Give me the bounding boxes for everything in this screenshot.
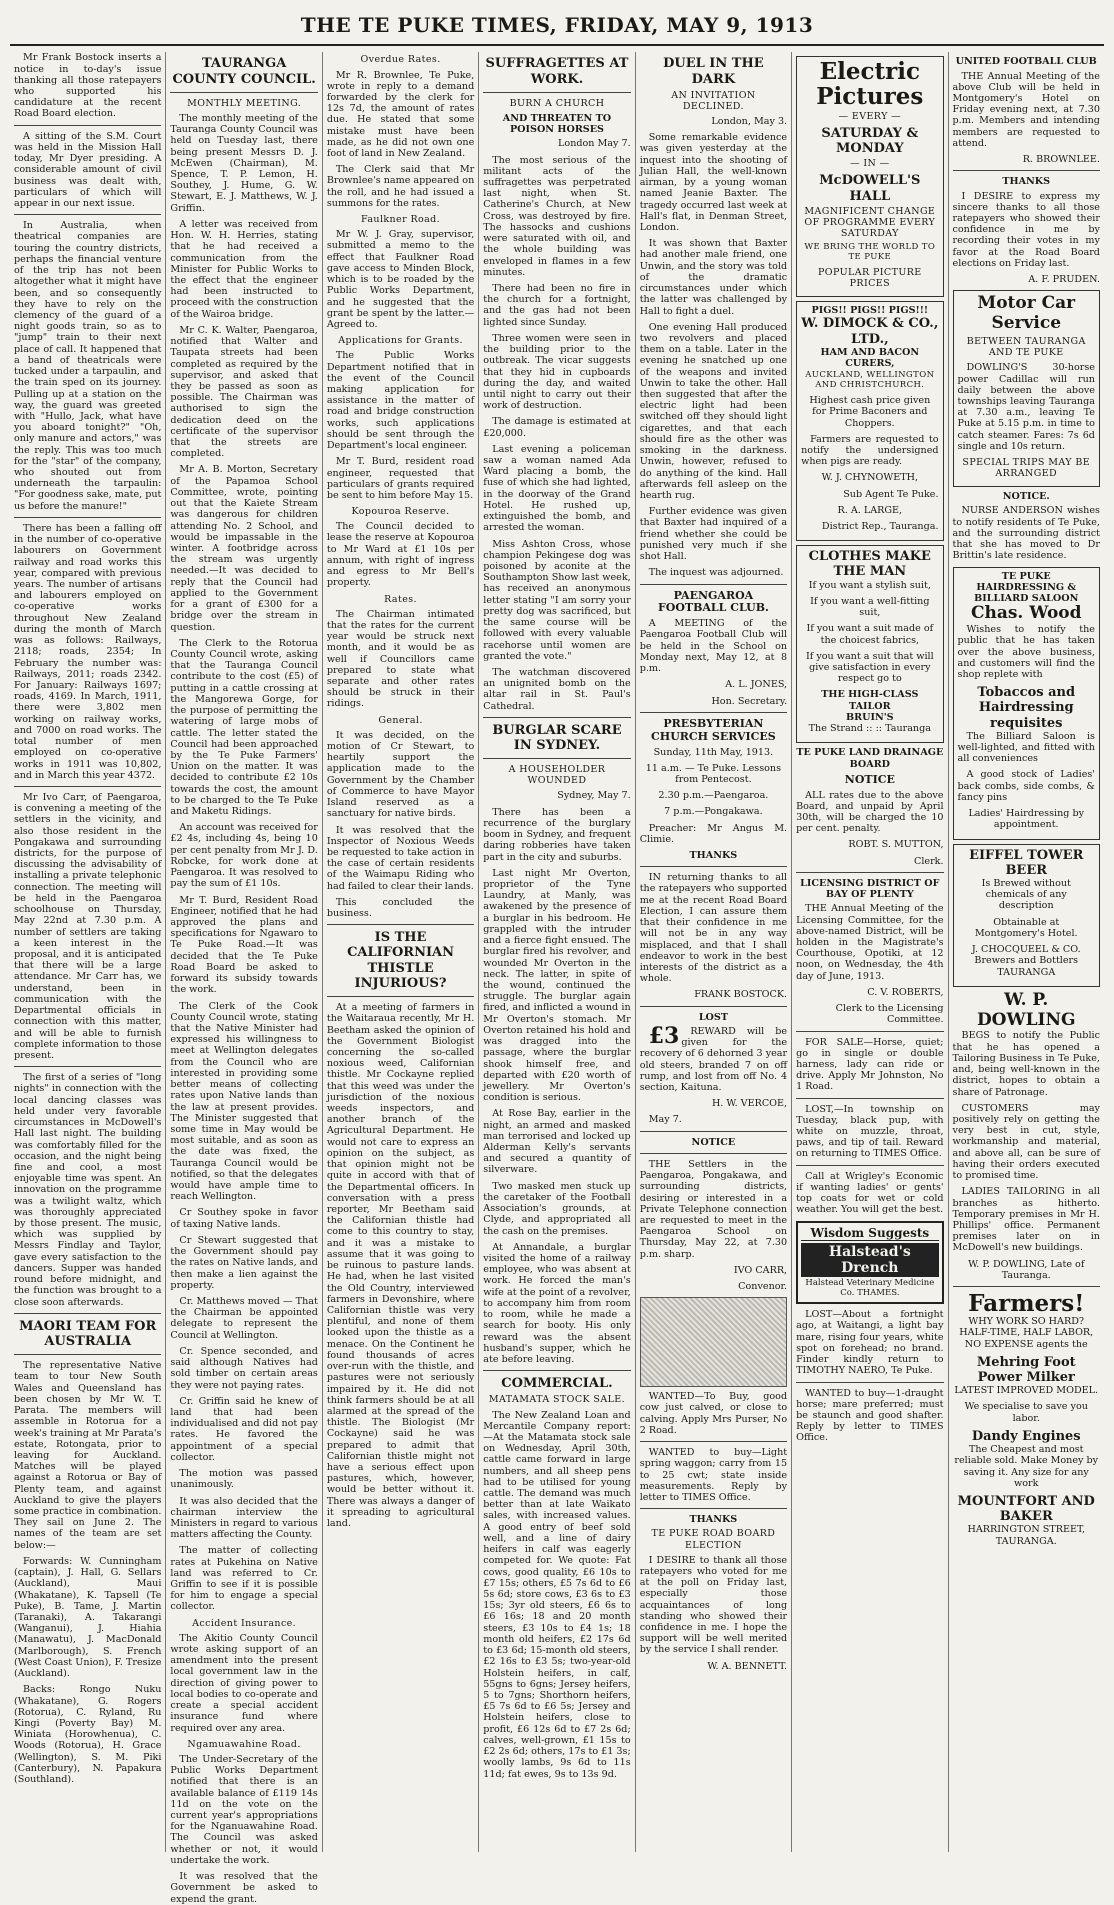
paragraph: Mr R. Brownlee, Te Puke, wrote in reply to a demand forwarded by the clerk for 12s 7d, the amount of rates due. He stated that some mistake must have been made, as he did not own one foot of land in New Zealand. <box>326 69 475 160</box>
ad-line: J. CHOCQUEEL & CO. Brewers and Bottlers TAURANGA <box>971 944 1081 978</box>
ad-line: Halstead Veterinary Medicine Co. THAMES. <box>805 1278 935 1299</box>
paragraph: Last evening a policeman saw a woman named Ada Ward placing a bomb, the fuse of which she had lighted, in the doorway of the Grand Hotel. He rushed up, extinguished the bomb, and arrested the woman. <box>483 443 631 534</box>
ad-date: May 7. <box>648 1114 682 1126</box>
paragraph: There has been a falling off in the number of co-operative labourers on Government railway and road works this year, compared with previous years. The number of artisans and labourers employed on co-operative works throughout New Zealand during the month of March was as follows: Railways, 2118; roads, 2354; In February the number was: Railways, 2011; roads 2342. For January: Railways 1697; roads, 4169. In March, 1911, there were 3,802 men working on railway works, and 7000 on road works. The total number of men employed on co-operative works in 1911 was 10,802, and in March this year 4372. <box>14 522 162 781</box>
paragraph: The inquest was adjourned. <box>648 567 784 579</box>
ad-text: THE Annual Meeting of the Licensing Committee, for the above-named District, will be holden in the Magistrate's Courthouse, Opotiki, at 12 noon, on Wednesday, the 4th day of June, 1913. <box>796 903 944 982</box>
bruins-tailor-ad <box>796 545 943 743</box>
subhead: Kopouroa Reserve. <box>351 506 450 518</box>
ad-signature: Clerk. <box>913 855 944 867</box>
dateline: Sydney, May 7. <box>557 790 631 802</box>
column-4 <box>479 52 635 1852</box>
ad-signature: W. A. BENNETT. <box>707 1660 788 1672</box>
hairdressing-ad <box>953 567 1100 840</box>
ad-text: FOR SALE—Horse, quiet; go in single or double harness, lady can ride or drive. Apply Mr Johnston, No 1 Road. <box>796 1036 944 1093</box>
paragraph: The monthly meeting of the Tauranga County Council was held on Tuesday last, there being present Messrs D. J. McEwen (Chairman), M. Spence, T. P. Lemon, H. Southey, J. Hume, G. W. Stewart, E. J. Matthews, W. J. Griffin. <box>170 112 318 214</box>
paragraph: The damage is estimated at £20,000. <box>483 416 631 439</box>
ad-title: Wisdom Suggests <box>801 1226 938 1241</box>
ad-text: The Billiard Saloon is well-lighted, and fitted with all conveniences <box>957 730 1095 765</box>
headline: TAURANGA COUNTY COUNCIL. <box>172 56 316 87</box>
ad-title: TE PUKE LAND DRAINAGE BOARD <box>796 747 944 770</box>
ad-title: UNITED FOOTBALL CLUB <box>955 56 1097 68</box>
ad-text: A good stock of Ladies' back combs, side combs, & fancy pins <box>957 769 1095 803</box>
ad-title: LOST <box>698 1011 728 1023</box>
paragraph: Backs: Rongo Nuku (Whakatane), G. Rogers (Rotorua), C. Ryland, Ru Kingi (Poverty Bay) M. Winiata (Horowhenua), C. Woods (Rotorua), H. Grace (Wellington), S. M. Piki (Canterbury), N. Papakura (Southland). <box>14 1684 162 1786</box>
ad-line: District Rep., Tauranga. <box>821 521 939 533</box>
motor-car-ad <box>953 290 1100 487</box>
ad-signature: W. P. DOWLING, Late of Tauranga. <box>968 1258 1085 1281</box>
ad-signature: Hon. Secretary. <box>711 695 788 707</box>
paragraph: Miss Ashton Cross, whose champion Pekingese dog was poisoned by aconite at the Southampton Show last week, has received an anonymous letter stating "I am sorry your pretty dog was sacrificed, but the same course will be followed with every valuable racehorse until women are granted the vote." <box>483 538 631 662</box>
ad-title: THANKS <box>1002 176 1051 188</box>
paragraph: Last night Mr Overton, proprietor of the Tyne Laundry, at Manly, was awakened by the presence of a burglar in his bedroom. He grappled with the intruder and a fierce fight ensued. The burglar fired his revolver, and wounded Mr Overton in the neck. The latter, in spite of the wound, continued the struggle. The burglar again fired, and inflicted a wound in Mr Overton's stomach. Mr Overton retained his hold and was dragged into the passage, where the burglar shook himself free, and departed with £20 worth of jewellery. Mr Overton's condition is serious. <box>483 867 631 1104</box>
paragraph: The Under-Secretary of the Public Works Department notified that there is an available balance of £119 14s 11d on the vote on the current year's appropriations for the Nganuawahine Road. The Council was asked whether or not, it would undertake the work. <box>170 1753 318 1866</box>
subhead: Applications for Grants. <box>338 335 463 347</box>
paragraph: Mr T. Burd, Resident Road Engineer, notified that he had approved the plans and specifications for Ngawaro to Te Puke Road.—It was decided that the Te Puke Road Board be asked to forward its subsidy towards the work. <box>170 894 318 996</box>
paragraph: It was resolved that the Inspector of Noxious Weeds be requested to take action in the case of certain residents of the Waimapu Riding who had failed to clear their lands. <box>326 824 475 892</box>
ad-signature: ROBT. S. MUTTON, <box>848 839 944 851</box>
paragraph: The representative Native team to tour New South Wales and Queensland has been chosen by Mr W. T. Parata. The members will assemble in Rotorua for a week's training at Mr Parata's estate, Rotongata, prior to leaving for Auckland. Matches will be played against a Rotorua or Bay of Plenty team, and against Auckland to give the players some practice in combination. They sail on June 2. The names of the team are set below:— <box>14 1360 162 1551</box>
paragraph: The Chairman intimated that the rates for the current year would be struck next month, and it would be as well if Councillors came prepared to state what separate and other rates should be struck in their ridings. <box>326 608 475 710</box>
paragraph: Mr Frank Bostock inserts a notice in to-day's issue thanking all those ratepayers who supported his candidature at the recent Road Board election. <box>14 52 162 120</box>
ad-line: WHY WORK SO HARD? HALF-TIME, HALF LABOR, NO EXPENSE agents the <box>959 1316 1094 1350</box>
paragraph: It was resolved that the Government be asked to expend the grant. <box>170 1871 318 1905</box>
column-6 <box>792 52 948 1852</box>
subhead: Rates. <box>384 593 417 605</box>
headline: COMMERCIAL. <box>501 1376 613 1392</box>
paragraph: There has been a recurrence of the burglary boom in Sydney, and frequent daring robberies have taken part in the city and suburbs. <box>483 806 631 863</box>
headline: DUEL IN THE DARK <box>663 56 764 87</box>
paragraph: In Australia, when theatrical companies are touring the country districts, perhaps the financial venture of the trip has not been altogether what it might have been, and so consequently they have to rely on the clemency of the guard of a night goods train, so as to "jump" train to their next place of call. It happened that a band of theatricals were tucked under a tarpaulin, and the train sped on its journey. Pulling up at a station on the way, the guard was greeted with "Hullo, Jack, what have you aboard tonight?" "Oh, only manure and actors," was the reply. This was too much for the "star" of the company, who shouted out from underneath the tarpaulin: "For goodness sake, mate, put us before the manure!" <box>14 220 162 512</box>
paragraph: At a meeting of farmers in the Waitaraua recently, Mr H. Beetham asked the opinion of the Government Biologist concerning the so-called noxious weed, Californian thistle. Mr Cockayne replied that this weed was under the jurisdiction of the noxious weeds inspectors, and another branch of the Agricultural Department. He would not care to express an opinion on the subject, as that opinion might not be quite in accord with that of the Departmental officers. In conversation with a press reporter, Mr Beetham said the Californian thistle had come to this country to stay, and it was a mistake to assume that it was going to be ruinous to pasture lands. He had, when he last visited the Old Country, interviewed farmers in Devonshire, where Californian thistle was very plentiful, and none of them looked upon the thistle as a menace. On the Continent he found thousands of acres over-run with the thistle, and pastures were not seriously impaired by it. He did not think farmers should be at all alarmed at the spread of the thistle. The Biologist (Mr Cockayne) said he was prepared to admit that Californian thistle might not have a serious effect upon pastures, which, however, would be better without it. There was always a danger of it spreading to agricultural land. <box>326 1002 475 1530</box>
paragraph: At Annandale, a burglar visited the home of a railway employee, who was absent at work. He forced the man's wife at the point of a revolver, to accompany him from room to room, while he made a search for booty. His only reward was the absent husband's supper, which he ate before leaving. <box>483 1241 631 1365</box>
paragraph: The Clerk of the Cook County Council wrote, stating that the Native Minister had expressed his willingness to meet at Wellington delegates from the Council who are interested in providing some better means of collecting rates upon Native lands than the law at present provides. The Minister suggested that some time in May would be most suitable, and as soon as the date was fixed, the Tauranga Council would be notified, so that the delegates would have ample time to reach Wellington. <box>170 1000 318 1203</box>
ad-title: NOTICE <box>691 1136 736 1148</box>
ad-line: W. J. CHYNOWETH, <box>821 472 919 484</box>
ad-line: Tobaccos and Hairdressing requisites <box>977 685 1076 731</box>
paragraph: One evening Hall produced two revolvers and placed them on a table. Later in the evening he snatched up one of the weapons and invited Unwin to take the other. Hall then suggested that after the electric light had been switched off they should light cigarettes, and that each should fire as the other was smoking in the darkness. Unwin, however, refused to do anything of the kind. Hall afterwards fell asleep on the hearth rug. <box>639 321 788 502</box>
paragraph: An account was received for £2 4s, including 4s, being 10 per cent penalty from Mr J. D. Robcke, for work done at Paengaroa. It was resolved to pay the sum of £1 10s. <box>170 822 318 890</box>
ad-line: AUCKLAND, WELLINGTON AND CHRISTCHURCH. <box>805 370 935 391</box>
paragraph: The Akitio County Council wrote asking support of an amendment into the present local government law in the direction of giving power to local bodies to co-operate and create a special accident insurance fund where required over any area. <box>170 1632 318 1734</box>
paragraph: Mr T. Burd, resident road engineer, requested that particulars of grants required be sent to him before May 15. <box>326 456 475 501</box>
ad-text: LOST,—In township on Tuesday, black pup, with white on muzzle, throat, paws, and tip of tail. Reward on returning to TIMES Office. <box>796 1103 944 1160</box>
ad-text: DOWLING'S 30-horse power Cadillac will run daily between the above townships leaving Tauranga at 7.30 a.m., leaving Te Puke at 5.15 p.m. in time to catch steamer. Fares: 7s 6d single and 10s return. <box>957 362 1095 452</box>
subhead: A HOUSEHOLDER WOUNDED <box>508 764 606 787</box>
ad-signature: A. F. PRUDEN. <box>1028 274 1100 286</box>
paragraph: At Rose Bay, earlier in the night, an armed and masked man terrorised and locked up Alderman Kelly's servants and secured a quantity of silverware. <box>483 1108 631 1176</box>
ad-text: WANTED to buy—Light spring waggon; carry from 15 to 25 cwt; state inside measurements. Reply by letter to TIMES Office. <box>639 1447 788 1504</box>
paragraph: A letter was received from Hon. W. H. Herries, stating that he had received a communication from the Minister for Public Works to the effect that the engineer had been instructed to proceed with the construction of the Wairoa bridge. <box>170 218 318 320</box>
ad-line: Preacher: Mr Angus M. Climie. <box>639 822 788 845</box>
paragraph: The motion was passed unanimously. <box>170 1468 318 1491</box>
ad-line: If you want a stylish suit, <box>808 579 931 591</box>
ad-line: Dandy Engines <box>971 1428 1081 1444</box>
paragraph: The most serious of the militant acts of the suffragettes was perpetrated last night, when St. Catherine's Church, at New Cross, was destroyed by fire. The hassocks and cushions were saturated with oil, and the whole building was enveloped in flames in a few minutes. <box>483 154 631 278</box>
ad-title: PAENGAROA FOOTBALL CLUB. <box>657 588 769 615</box>
ad-title: TE PUKE HAIRDRESSING & BILLIARD SALOON <box>974 570 1079 605</box>
paragraph: The New Zealand Loan and Mercantile Company report:—At the Matamata stock sale on Wednesday, April 30th, cattle came forward in large numbers, and all sheep pens had to be utilised for young cattle. The demand was much better than at late Waikato sales, with increased values. A good entry of beef sold well, and a line of dairy heifers in calf was eagerly competed for. We quote: Fat cows, good quality, £6 10s to £7 15s; others, £5 7s 6d to £6 5s 6d; store cows, £3 6s to £3 15s; 3yr old steers, £6 6s to £6 16s; 18 and 20 month steers, £3 10s to £4 1s; 18 month old heifers, £2 17s 6d to £3 6d; 15-month old steers, £2 16s to £3 5s; two-year-old Holstein heifers, in calf, 55gns to 6gns; Jersey heifers, 5 to 7gns; Shorthorn heifers, £5 7s 6d to £6 5s; Jersey and Holstein heifers, close to profit, £6 12s 6d to £7 2s 6d; calves, well-grown, £1 15s to £2 2s 6d; others, 17s to £1 3s; woolly lambs, 9s 6d to 11s 11d; fat ewes, 9s to 13s 9d. <box>483 1409 631 1780</box>
ad-line: SPECIAL TRIPS MAY BE ARRANGED <box>962 457 1091 480</box>
reward-amount: £3 <box>648 1022 680 1049</box>
ad-title: Electric Pictures <box>816 58 924 110</box>
paragraph: Mr W. J. Gray, supervisor, submitted a memo to the effect that Faulkner Road gave access to Minden Block, which is to be roaded by the Public Works Department, and he suggested that the grant be spent by the latter.—Agreed to. <box>326 229 475 330</box>
ad-line: Halstead's Drench <box>801 1243 938 1278</box>
ad-text: THE Annual Meeting of the above Club will be held in Montgomery's Hotel on Friday evening next, at 7.30 p.m. Members and intending members are requested to attend. <box>952 70 1100 149</box>
ad-line: — EVERY — <box>838 110 902 122</box>
ad-text: NURSE ANDERSON wishes to notify residents of Te Puke, and the surrounding district that she has moved to Dr Brittin's late residence. <box>952 505 1100 562</box>
subhead: MATAMATA STOCK SALE. <box>488 1394 626 1406</box>
ad-signature: A. L. JONES, <box>725 679 788 691</box>
ad-text: ALL rates due to the above Board, and unpaid by April 30th, will be charged the 10 per cent. penalty. <box>796 789 944 835</box>
ad-title: PRESBYTERIAN CHURCH SERVICES <box>651 716 776 743</box>
ad-line: POPULAR PICTURE PRICES <box>818 266 922 290</box>
ad-title: THANKS <box>689 850 738 862</box>
headline: IS THE CALIFORNIAN THISTLE INJURIOUS? <box>347 930 455 991</box>
paragraph: The Public Works Department notified that in the event of the Council making application for assistance in the matter of road and bridge construction works, such applications should be sent through the Department's local engineer. <box>326 350 475 452</box>
ad-line: Farmers are requested to notify the undersigned when pigs are ready. <box>801 433 939 468</box>
ad-line: Sub Agent Te Puke. <box>843 488 939 500</box>
paragraph: Two masked men stuck up the caretaker of the Football Association's grounds, at Clyde, and appropriated all the cash on the premises. <box>483 1180 631 1237</box>
ad-text: WANTED—To Buy, good cow just calved, or close to calving. Apply Mrs Purser, No 2 Road. <box>639 1391 788 1436</box>
paragraph: It was also decided that the chairman interview the Ministers in regard to various matters affecting the County. <box>170 1495 318 1541</box>
subhead: Ngamuawahine Road. <box>187 1738 301 1750</box>
ad-line: THE HIGH-CLASS TAILOR <box>821 689 919 712</box>
ad-signature: C. V. ROBERTS, <box>867 986 944 998</box>
ad-text: LADIES TAILORING in all branches as hitherto. Temporary premises in Mr H. Phillips' office. Permanent premises later on in McDowell's new buildings. <box>952 1186 1100 1254</box>
ad-text: CUSTOMERS may positively rely on getting the very best in cut, style, workmanship and material, and above all, can be sure of having their orders executed to promised time. <box>952 1102 1100 1182</box>
ad-text: BEGS to notify the Public that he has opened a Tailoring Business in Te Puke, and, being well-known in the district, hopes to obtain a share of Patronage. <box>952 1030 1100 1098</box>
electric-pictures-ad <box>796 56 943 297</box>
paragraph: Cr. Spence seconded, and said although Natives had sold timber on certain areas they were not paying rates. <box>170 1345 318 1391</box>
ad-text: I DESIRE to express my sincere thanks to all those ratepayers who showed their confidence in me by recording their votes in my favor at the Road Board elections on Friday last. <box>952 190 1100 269</box>
subhead: TE PUKE ROAD BOARD ELECTION <box>651 1528 776 1551</box>
subhead: AN INVITATION DECLINED. <box>671 89 756 112</box>
subhead: Overdue Rates. <box>360 54 441 66</box>
ad-text: THE Settlers in the Paengaroa, Pongakawa, and surrounding districts, desiring or interested in a Private Telephone connection are requested to meet in the Paengaroa School on Thursday, May 22, at 7.30 p.m. sharp. <box>639 1158 788 1260</box>
ad-line: MOUNTFORT AND BAKER <box>957 1494 1095 1525</box>
paragraph: This concluded the business. <box>326 896 475 920</box>
ad-line: Sunday, 11th May, 1913. <box>653 746 774 758</box>
paragraph: It was shown that Baxter had another male friend, one Unwin, and the story was told of the dramatic circumstances under which the latter was challenged by Hall to fight a duel. <box>639 238 788 317</box>
ad-text: WANTED to buy—1-draught horse; mare preferred; must be staunch and good shafter. Reply by letter to TIMES Office. <box>796 1387 944 1444</box>
ad-text: IN returning thanks to all the ratepayers who supported me at the recent Road Board Election, I can assure them that their confidence in me will not be in any way misplaced, and that I shall endeavor to work in the best interests of the district as a whole. <box>639 872 788 985</box>
dateline: London, May 3. <box>711 116 788 128</box>
ad-line: BRUIN'S <box>846 711 894 723</box>
ad-line: WE BRING THE WORLD TO TE PUKE <box>804 242 936 262</box>
column-5 <box>636 52 792 1852</box>
paragraph: Mr C. K. Walter, Paengaroa, notified that Walter and Taupata streets had been completed as required by the supervisor, and asked that they be passed as soon as possible. The Chairman was authorised to sign the dedication deed on the certificate of the supervisor that the streets are completed. <box>170 324 318 460</box>
paragraph: Cr. Matthews moved — That the Chairman be appointed delegate to represent the Council at Wellington. <box>170 1296 318 1341</box>
ad-text: Wishes to notify the public that he has taken over the above business, and customers will find the shop replete with <box>957 624 1095 680</box>
ad-line: Is Brewed without chemicals of any description <box>981 877 1071 912</box>
ad-line: BETWEEN TAURANGA AND TE PUKE <box>966 336 1086 359</box>
ad-line: HAM AND BACON CURERS, <box>820 346 920 369</box>
ad-text: Call at Wrigley's Economic if wanting ladies' or gents' top coats for wet or cold weather. You will get the best. <box>796 1170 944 1216</box>
paragraph: Forwards: W. Cunningham (captain), J. Hall, G. Sellars (Auckland), Maui (Whakatane), K. Tapsell (Te Puke), B. Tame, J. Martin (Taranaki), A. Takarangi (Wanganui), J. Hiahia (Manawatu), J. MacDonald (Marlborough), S. French (West Coast Union), F. Tresize (Auckland). <box>14 1555 162 1680</box>
ad-title: W. P. DOWLING <box>976 989 1076 1030</box>
columns <box>10 52 1104 1905</box>
ad-line: If you want a well-fitting suit, <box>810 595 930 619</box>
ad-signature: FRANK BOSTOCK. <box>694 989 788 1001</box>
column-7 <box>949 52 1104 1852</box>
ad-title: LICENSING DISTRICT OF BAY OF PLENTY <box>800 877 940 901</box>
masthead: THE TE PUKE TIMES, FRIDAY, MAY 9, 1913 <box>10 8 1104 46</box>
ad-text: Ladies' Hairdressing by appointment. <box>968 808 1085 831</box>
paragraph: The watchman discovered an unignited bomb on the altar rail in St. Paul's Cathedral. <box>483 666 631 712</box>
ad-line: MAGNIFICENT CHANGE OF PROGRAMME EVERY SATURDAY <box>804 205 936 239</box>
ad-line: Chas. Wood <box>970 603 1082 624</box>
ad-line: If you want a suit that will give satisfaction in every respect go to <box>805 650 934 685</box>
ad-line: 2.30 p.m.—Paengaroa. <box>658 790 769 802</box>
ad-line: Highest cash price given for Prime Baconers and Choppers. <box>809 395 931 429</box>
paragraph: The Clerk to the Rotorua County Council wrote, asking that the Tauranga Council contribute to the cost (£5) of putting in a cattle crossing at the Mangorewa Gorge, for the purpose of permitting the watering of large mobs of cattle. The letter stated the Council had been approached by the Te Puke Farmers' Union on the matter. It was decided to contribute £2 10s towards the cost, the amount to be charged to the Te Puke and Maketu Ridings. <box>170 637 318 818</box>
subhead: Accident Insurance. <box>192 1617 297 1629</box>
ad-line: Mehring Foot Power Milker <box>976 1354 1076 1386</box>
halsteads-drench-ad <box>796 1221 943 1305</box>
subhead: MONTHLY MEETING. <box>187 97 302 109</box>
paragraph: The Council decided to lease the reserve at Kopouroa to Mr Ward at £1 10s per annum, with right of ingress and egress to Mr Bell's property. <box>326 521 475 589</box>
paragraph: Some remarkable evidence was given yesterday at the inquest into the shooting of Julian Hall, the well-known airman, by a young woman named Jeanie Baxter. The tragedy occurred last week at Hall's flat, in Denman Street, London. <box>639 132 788 233</box>
ad-title: PIGS!! PIGS!! PIGS!!! <box>811 305 929 317</box>
paragraph: Mr A. B. Morton, Secretary of the Papamoa School Committee, wrote, pointing out that the Kaiete Stream was dangerous for children attending No. 2 School, and would be impassable in the winter. A footbridge across the stream was urgently needed.—It was decided to reply that the Council had applied to the Government for a grant of £300 for a bridge over the stream in question. <box>170 464 318 633</box>
paragraph: Further evidence was given that Baxter had inquired of a friend whether she could be punished very much if she shot Hall. <box>639 506 788 563</box>
dateline: London May 7. <box>558 138 631 150</box>
paragraph: There had been no fire in the church for a fortnight, and the gas had not been lighted since Sunday. <box>483 282 631 328</box>
ad-signature: Convenor. <box>738 1281 788 1293</box>
ad-title: THANKS <box>689 1514 738 1526</box>
ad-line: 11 a.m. — Te Puke. Lessons from Pentecost. <box>645 762 782 785</box>
subhead: General. <box>378 714 423 726</box>
paragraph: The Clerk said that Mr Brownlee's name appeared on the roll, and he had issued a summons for the rates. <box>326 164 475 209</box>
headline: BURGLAR SCARE IN SYDNEY. <box>492 722 622 754</box>
ad-line: LATEST IMPROVED MODEL. <box>954 1385 1099 1397</box>
paragraph: The matter of collecting rates at Pukehina on Native land was referred to Cr. Griffin to see if it is possible for him to engage a special collector. <box>170 1545 318 1613</box>
ad-signature: IVO CARR, <box>733 1264 788 1276</box>
ad-line: The Cheapest and most reliable sold. Make Money by saving it. Any size for any work <box>954 1444 1099 1489</box>
ad-title: NOTICE <box>844 772 895 786</box>
ad-title: Farmers! <box>968 1290 1085 1318</box>
ad-line: 7 p.m.—Pongakawa. <box>664 806 763 818</box>
ad-signature: Clerk to the Licensing Committee. <box>835 1003 944 1026</box>
degraded-print-area <box>640 1297 787 1387</box>
subhead: Faulkner Road. <box>361 214 441 226</box>
ad-title: EIFFEL TOWER BEER <box>969 847 1084 878</box>
column-1 <box>10 52 166 1852</box>
headline: MAORI TEAM FOR AUSTRALIA <box>19 1318 157 1349</box>
paragraph: Three women were seen in the building prior to the outbreak. The vicar suggests that they hid in cupboards during the day, and waited until night to carry out their work of destruction. <box>483 332 631 412</box>
ad-line: HARRINGTON STREET, TAURANGA. <box>967 1524 1086 1547</box>
ad-line: — IN — <box>850 158 890 170</box>
subhead: AND THREATEN TO POISON HORSES <box>502 112 612 136</box>
headline: SUFFRAGETTES AT WORK. <box>485 56 629 87</box>
column-3 <box>323 52 479 1852</box>
ad-text: REWARD will be given for the recovery of 6 dehorned 3 year old steers, branded 7 on off rump, and lost from off No. 4 section, Kaituna. <box>639 1025 788 1093</box>
paragraph: Cr Southey spoke in favor of taxing Native lands. <box>170 1207 318 1230</box>
eiffel-tower-beer-ad <box>953 844 1100 987</box>
ad-line: We specialise to save you labor. <box>964 1401 1088 1424</box>
ad-line: The Strand :: :: Tauranga <box>808 723 931 735</box>
paragraph: A sitting of the S.M. Court was held in the Mission Hall today, Mr Dyer presiding. A considerable amount of civil business was dealt with, particulars of which will appear in our next issue. <box>14 130 162 210</box>
ad-text: LOST—About a fortnight ago, at Waitangi, a light bay mare, rising four years, white spot on forehead; no brand. Finder kindly return to TIMOTHY NAERO, Te Puke. <box>796 1309 944 1377</box>
paragraph: Mr Ivo Carr, of Paengaroa, is convening a meeting of the settlers in the vicinity, and also those resident in the Pongakawa and surrounding districts, for the purpose of discussing the advisability of installing a private telephonic connection. The meeting will be held in the Paengaroa schoolhouse on Thursday, May 22nd at 7.30 p.m. A number of settlers are taking a keen interest in the proposal, and it is anticipated that there will be a large attendance. Mr Carr has, we understand, been in communication with the Departmental officials in connection with this matter, and will be able to furnish complete information to those present. <box>14 791 162 1061</box>
ad-signature: R. BROWNLEE. <box>1022 154 1100 166</box>
paragraph: Cr Stewart suggested that the Government should pay the rates on Native lands, and then make a lien against the property. <box>170 1234 318 1291</box>
ad-line: McDOWELL'S HALL <box>819 173 921 204</box>
column-2 <box>166 52 322 1905</box>
paragraph: Cr. Griffin said he knew of land that had been individualised and did not pay rates. He favored the appointment of a special collector. <box>170 1395 318 1463</box>
ad-line: W. DIMOCK & CO., LTD., <box>801 316 939 347</box>
dimock-ad <box>796 301 943 541</box>
ad-title: CLOTHES MAKE THE MAN <box>808 549 931 580</box>
ad-text: I DESIRE to thank all those ratepayers who voted for me at the poll on Friday last, especially those acquaintances of long standing who showed their confidence in me. I hope the support will be well merited by the service I shall render. <box>639 1554 788 1656</box>
ad-title: Motor Car Service <box>977 293 1076 334</box>
paragraph: The first of a series of "long nights" in connection with the local dancing classes was held under very favorable circumstances in McDowell's Hall last night. The building was comfortably filled for the occasion, and the night being fine and cool, a most enjoyable time was spent. An innovation on the programme was a twilight waltz, which was thoroughly appreciated by those present. The music, which was supplied by Messrs Findlay and Taylor, gave every satisfaction to the dancers. Supper was handed round before midnight, and the function was brought to a close soon afterwards. <box>14 1072 162 1308</box>
paragraph: It was decided, on the motion of Cr Stewart, to heartily support the application made to the Government by the Chamber of Commerce to have Mayor Island reserved as a sanctuary for native birds. <box>326 729 475 820</box>
ad-title: NOTICE. <box>1002 491 1050 503</box>
ad-signature: H. W. VERCOE, <box>711 1098 788 1110</box>
ad-line: R. A. LARGE, <box>837 504 903 516</box>
ad-line: Obtainable at Montgomery's Hotel. <box>974 916 1078 939</box>
ad-text: A MEETING of the Paengaroa Football Club will be held in the School on Monday next, May 12, at 8 p.m. <box>639 618 788 675</box>
subhead: BURN A CHURCH <box>509 97 605 109</box>
ad-line: SATURDAY & MONDAY <box>821 125 919 156</box>
ad-line: If you want a suit made of the choicest fabrics, <box>806 623 934 646</box>
